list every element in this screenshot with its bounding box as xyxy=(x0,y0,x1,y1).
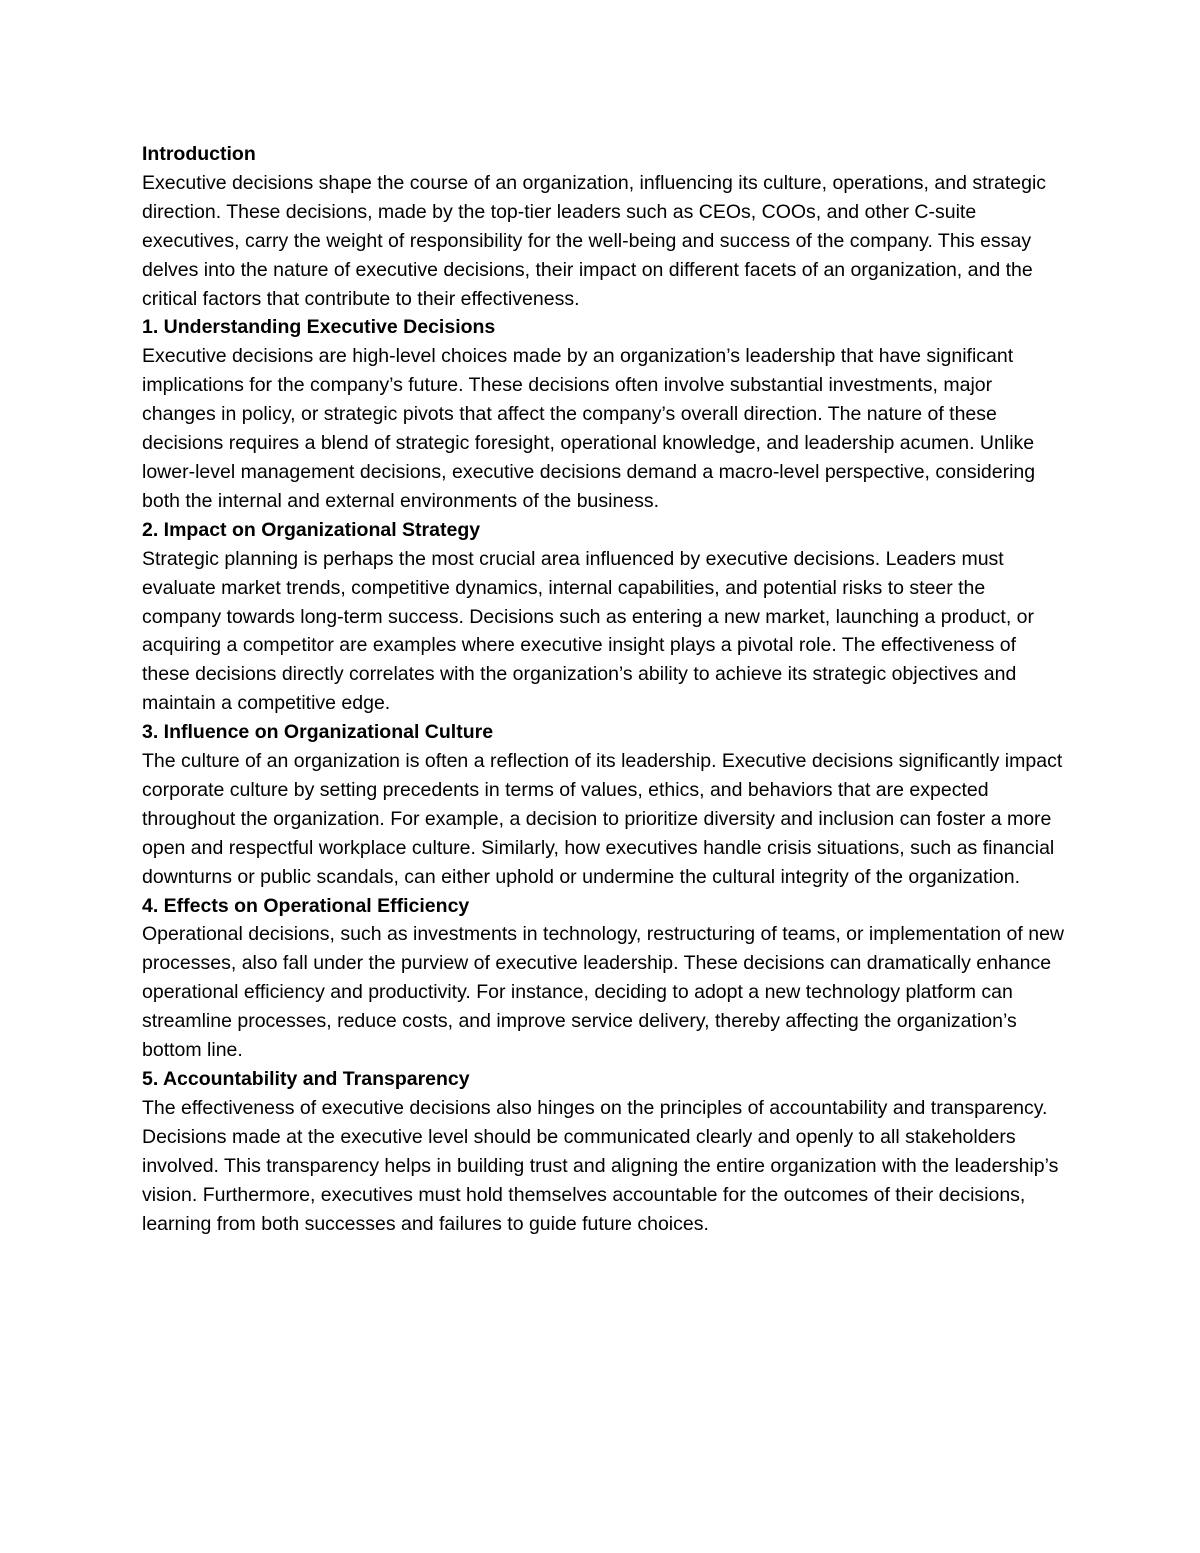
section-heading: 4. Effects on Operational Efficiency xyxy=(142,894,470,917)
section-paragraph: Executive decisions shape the course of an organization, influencing its culture, operations, and strategic direction. These decisions, made by the top-tier leaders such as CEOs, COOs, and other C-suite executives, carry the weight of responsibility for the well-being and success of the company. This essay delves into the nature of executive decisions, their impact on different facets of an organization, and the critical factors that contribute to their effectiveness. xyxy=(142,171,1047,310)
section-paragraph: Operational decisions, such as investments in technology, restructuring of teams, or implementation of new processes, also fall under the purview of executive leadership. These decisions can dramatically enhance operational efficiency and productivity. For instance, deciding to adopt a new technology platform can streamline processes, reduce costs, and improve service delivery, thereby affecting the organization’s bottom line. xyxy=(142,923,1065,1062)
section-heading: Introduction xyxy=(142,143,256,165)
section-paragraph: Executive decisions are high-level choices made by an organization’s leadership that have significant implications for the company’s future. These decisions often involve substantial investments, major changes in policy, or strategic pivots that affect the company’s overall direction. The nature of these decisions requires a blend of strategic foresight, operational knowledge, and leadership acumen. Unlike lower-level management decisions, executive decisions demand a macro-level perspective, considering both the internal and external environments of the business. xyxy=(142,345,1036,512)
section-accountability-transparency xyxy=(142,1065,1067,1238)
section-heading: 1. Understanding Executive Decisions xyxy=(142,316,496,339)
section-heading: 3. Influence on Organizational Culture xyxy=(142,721,494,744)
section-paragraph: Strategic planning is perhaps the most crucial area influenced by executive decisions. Leaders must evaluate market trends, competitive dynamics, internal capabilities, and potential risks to steer the company towards long-term success. Decisions such as entering a new market, launching a product, or acquiring a competitor are examples where executive insight plays a pivotal role. The effectiveness of these decisions directly correlates with the organization’s ability to achieve its strategic objectives and maintain a competitive edge. xyxy=(142,547,1035,715)
section-paragraph: The culture of an organization is often a reflection of its leadership. Executive decisions significantly impact corporate culture by setting precedents in terms of values, ethics, and behaviors that are expected throughout the organization. For example, a decision to prioritize diversity and inclusion can foster a more open and respectful workplace culture. Similarly, how executives handle crisis situations, such as financial downturns or public scandals, can either uphold or undermine the cultural integrity of the organization. xyxy=(142,750,1063,888)
section-operational-efficiency xyxy=(142,892,1067,1065)
section-heading: 5. Accountability and Transparency xyxy=(142,1068,470,1090)
document-body xyxy=(142,140,1067,1238)
section-heading: 2. Impact on Organizational Strategy xyxy=(142,518,481,541)
section-impact-on-strategy xyxy=(142,516,1067,718)
section-paragraph: The effectiveness of executive decisions also hinges on the principles of accountability and transparency. Decisions made at the executive level should be communicated clearly and openly to all stakeholders involved. This transparency helps in building trust and aligning the entire organization with the leadership’s vision. Furthermore, executives must hold themselves accountable for the outcomes of their decisions, learning from both successes and failures to guide future choices. xyxy=(142,1096,1059,1235)
section-influence-on-culture xyxy=(142,718,1067,891)
section-understanding-executive-decisions xyxy=(142,313,1067,515)
section-introduction xyxy=(142,140,1067,313)
